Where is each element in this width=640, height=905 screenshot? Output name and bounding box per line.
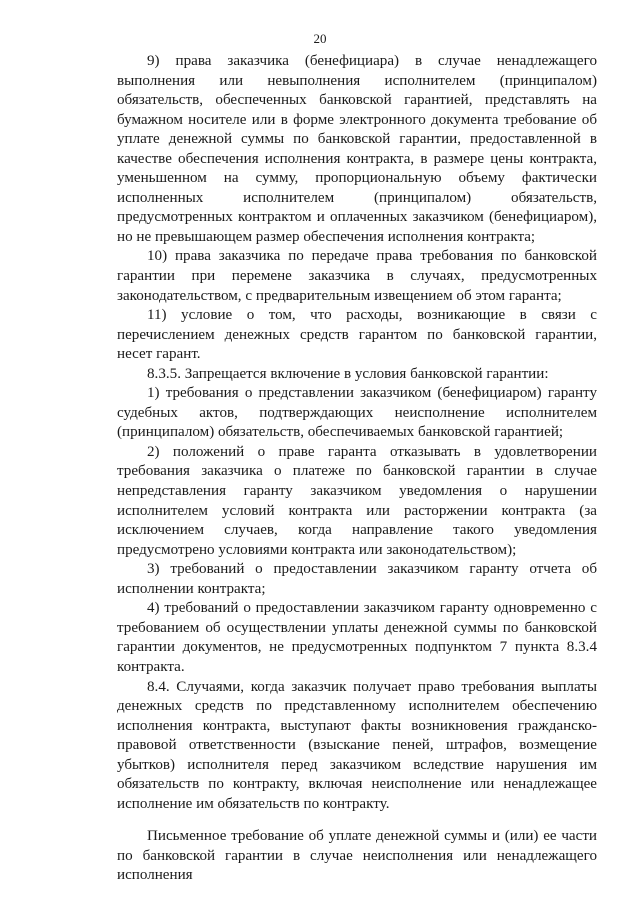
paragraph-section-8-3-5: 8.3.5. Запрещается включение в условия банковской гарантии:: [147, 365, 549, 382]
paragraph-section-8-4: 8.4. Случаями, когда заказчик получает право требования выплаты денежных средств по представленному исполнителем обеспечению исполнения контракта, выступают факты возникновения гражданско-правовой ответственности (взыскание пеней, штрафов, возмещение убытков) исполнителя перед заказчиком вследствие нарушения им обязательств по контракту, включая неисполнение или ненадлежащее исполнение им обязательств по контракту.: [117, 678, 597, 812]
paragraph-prohibition-4: 4) требований о предоставлении заказчиком гаранту одновременно с требованием об осуществлении уплаты денежной суммы по банковской гарантии документов, не предусмотренных подпунктом 7 пункта 8.3.4 контракта.: [117, 600, 597, 675]
paragraph-prohibition-1: 1) требования о представлении заказчиком (бенефициаром) гаранту судебных актов, подтверждающих неисполнение исполнителем (принципалом) обязательств, обеспечиваемых банковской гарантией;: [117, 385, 597, 441]
paragraph-prohibition-2: 2) положений о праве гаранта отказывать в удовлетворении требования заказчика о платеже по банковской гарантии в случае непредставления гаранту заказчиком уведомления о нарушении исполнителем условий контракта или расторжении контракта (за исключением случаев, когда направление такого уведомления предусмотрено условиями контракта или законодательством);: [117, 443, 597, 558]
page-number: 20: [313, 31, 327, 46]
paragraph-item-11: 11) условие о том, что расходы, возникающие в связи с перечислением денежных средств гарантом по банковской гарантии, несет гарант.: [117, 307, 597, 363]
paragraph-prohibition-3: 3) требований о предоставлении заказчиком гаранту отчета об исполнении контракта;: [117, 561, 597, 597]
document-body: [117, 52, 597, 886]
paragraph-written-demand: Письменное требование об уплате денежной суммы и (или) ее части по банковской гарантии в случае неисполнения или ненадлежащего исполнения: [117, 828, 597, 884]
paragraph-item-9: 9) права заказчика (бенефициара) в случае ненадлежащего выполнения или невыполнения исполнителем (принципалом) обязательств, обеспеченных банковской гарантией, представлять на бумажном носителе или в форме электронного документа требование об уплате денежной суммы по банковской гарантии, предоставленной в качестве обеспечения исполнения контракта, в размере цены контракта, уменьшенном на сумму, пропорциональную объему фактически исполненных исполнителем (принципалом) обязательств, предусмотренных контрактом и оплаченных заказчиком (бенефициаром), но не превышающем размер обеспечения исполнения контракта;: [117, 53, 597, 245]
paragraph-item-10: 10) права заказчика по передаче права требования по банковской гарантии при перемене заказчика в случаях, предусмотренных законодательством, с предварительным извещением об этом гаранта;: [117, 248, 597, 304]
